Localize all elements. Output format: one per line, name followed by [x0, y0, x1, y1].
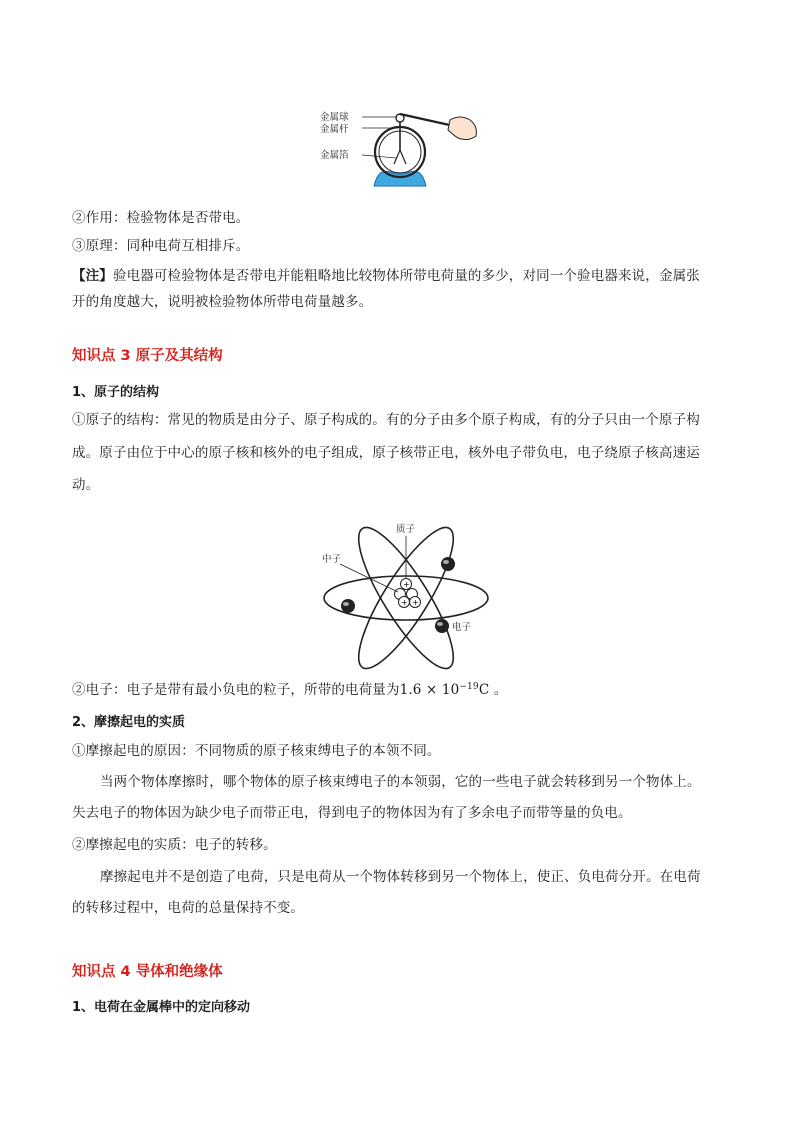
electroscope-note-line-2: 开的角度越大，说明被检验物体所带电荷量越多。	[72, 294, 373, 310]
atom-structure-line-1: ①原子的结构：常见的物质是由分子、原子构成的。有的分子由多个原子构成，有的分子只由一个原子构	[72, 412, 700, 428]
note-text: 验电器可检验物体是否带电并能粗略地比较物体所带电荷量的多少，对同一个验电器来说，金属张	[112, 268, 700, 284]
svg-text:+: +	[412, 598, 419, 607]
electroscope-foil	[394, 150, 406, 164]
electroscope-note-line-1	[72, 266, 724, 286]
friction-explanation-line-2: 失去电子的物体因为缺少电子而带正电，得到电子的物体因为有了多余电子而带等量的负电。	[72, 805, 632, 821]
section-3-sub-2: 2、摩擦起电的实质	[72, 715, 186, 730]
friction-essence: ②摩擦起电的实质：电子的转移。	[72, 837, 277, 853]
label-metal-ball: 金属球	[320, 112, 349, 123]
label-electron: 电子	[452, 622, 472, 633]
label-neutron: 中子	[322, 554, 342, 565]
friction-conclusion-line-2: 的转移过程中，电荷的总量保持不变。	[72, 900, 305, 916]
section-3-sub-1: 1、原子的结构	[72, 385, 160, 400]
section-4-heading: 知识点 4 导体和绝缘体	[72, 964, 223, 980]
friction-conclusion-line-1: 摩擦起电并不是创造了电荷，只是电荷从一个物体转移到另一个物体上，使正、负电荷分开。在电荷	[100, 869, 701, 885]
label-metal-foil: 金属箔	[320, 150, 349, 161]
electron-charge-unit: C 。	[478, 682, 508, 698]
friction-cause: ①摩擦起电的原因：不同物质的原子核束缚电子的本领不同。	[72, 743, 441, 759]
svg-text:+: +	[401, 598, 408, 607]
electroscope-principle: ③原理：同种电荷互相排斥。	[72, 238, 250, 254]
electron-definition-text: ②电子：电子是带有最小负电的粒子，所带的电荷量为	[72, 682, 400, 698]
svg-text:+: +	[403, 580, 410, 589]
section-3-heading: 知识点 3 原子及其结构	[72, 348, 223, 364]
label-metal-rod: 金属杆	[320, 124, 349, 135]
atom-diagram	[318, 518, 494, 672]
atom-structure-line-3: 动。	[72, 477, 100, 493]
electroscope-function: ②作用：检验物体是否带电。	[72, 210, 250, 226]
atom-structure-line-2: 成。原子由位于中心的原子核和核外的电子组成，原子核带正电，核外电子带负电，电子绕原子核高速运	[72, 445, 700, 461]
note-tag: 【注】	[72, 268, 113, 284]
electron-definition	[72, 677, 724, 700]
friction-explanation-line-1: 当两个物体摩擦时，哪个物体的原子核束缚电子的本领弱，它的一些电子就会转移到另一个物体上。	[100, 774, 701, 790]
electroscope-figure	[318, 106, 484, 194]
label-proton: 质子	[396, 524, 416, 535]
section-4-sub-1: 1、电荷在金属棒中的定向移动	[72, 1000, 251, 1015]
charging-rod	[400, 114, 454, 126]
nucleus	[395, 579, 421, 608]
electron-charge-value: 1.6 × 10	[399, 682, 460, 698]
electron-charge-exponent: −19	[459, 682, 479, 692]
hand-icon	[448, 117, 476, 140]
